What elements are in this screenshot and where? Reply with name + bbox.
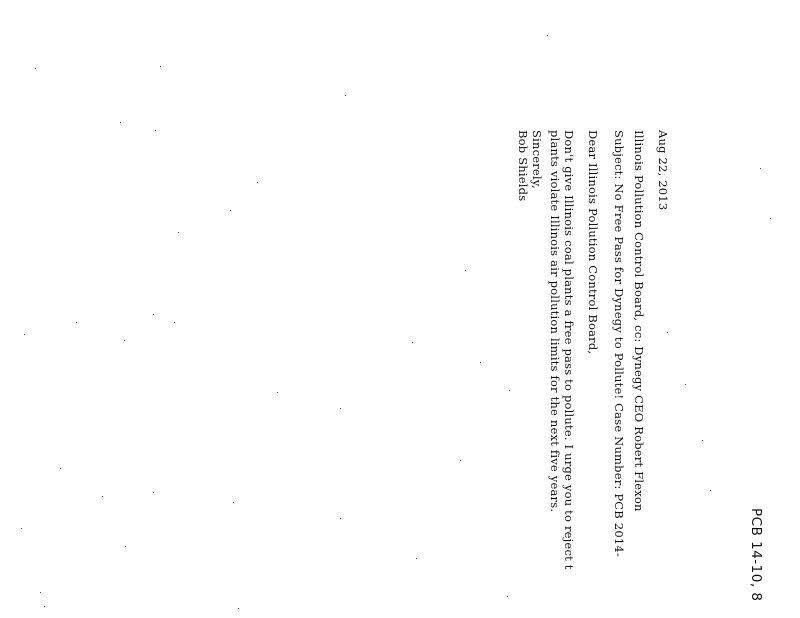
letter-subject: Subject: No Free Pass for Dynegy to Pollute! Case Number: PCB 2014- (612, 130, 626, 557)
case-reference-header: PCB 14-10, 8 (748, 508, 764, 602)
letter-body-line: plants violate Illinois air pollution limits for the next five years. (548, 130, 562, 513)
letter-date: Aug 22, 2013 (656, 130, 670, 211)
letter-recipients: Illinois Pollution Control Board, cc: Dynegy CEO Robert Flexon (632, 130, 646, 512)
letter-body-line: Don't give Illinois coal plants a free pass to pollute. I urge you to reject t (562, 130, 576, 570)
letter-closing: Sincerely, (530, 130, 544, 189)
letter-signature: Bob Shields (516, 130, 530, 202)
letter-salutation: Dear Illinois Pollution Control Board, (586, 130, 600, 355)
